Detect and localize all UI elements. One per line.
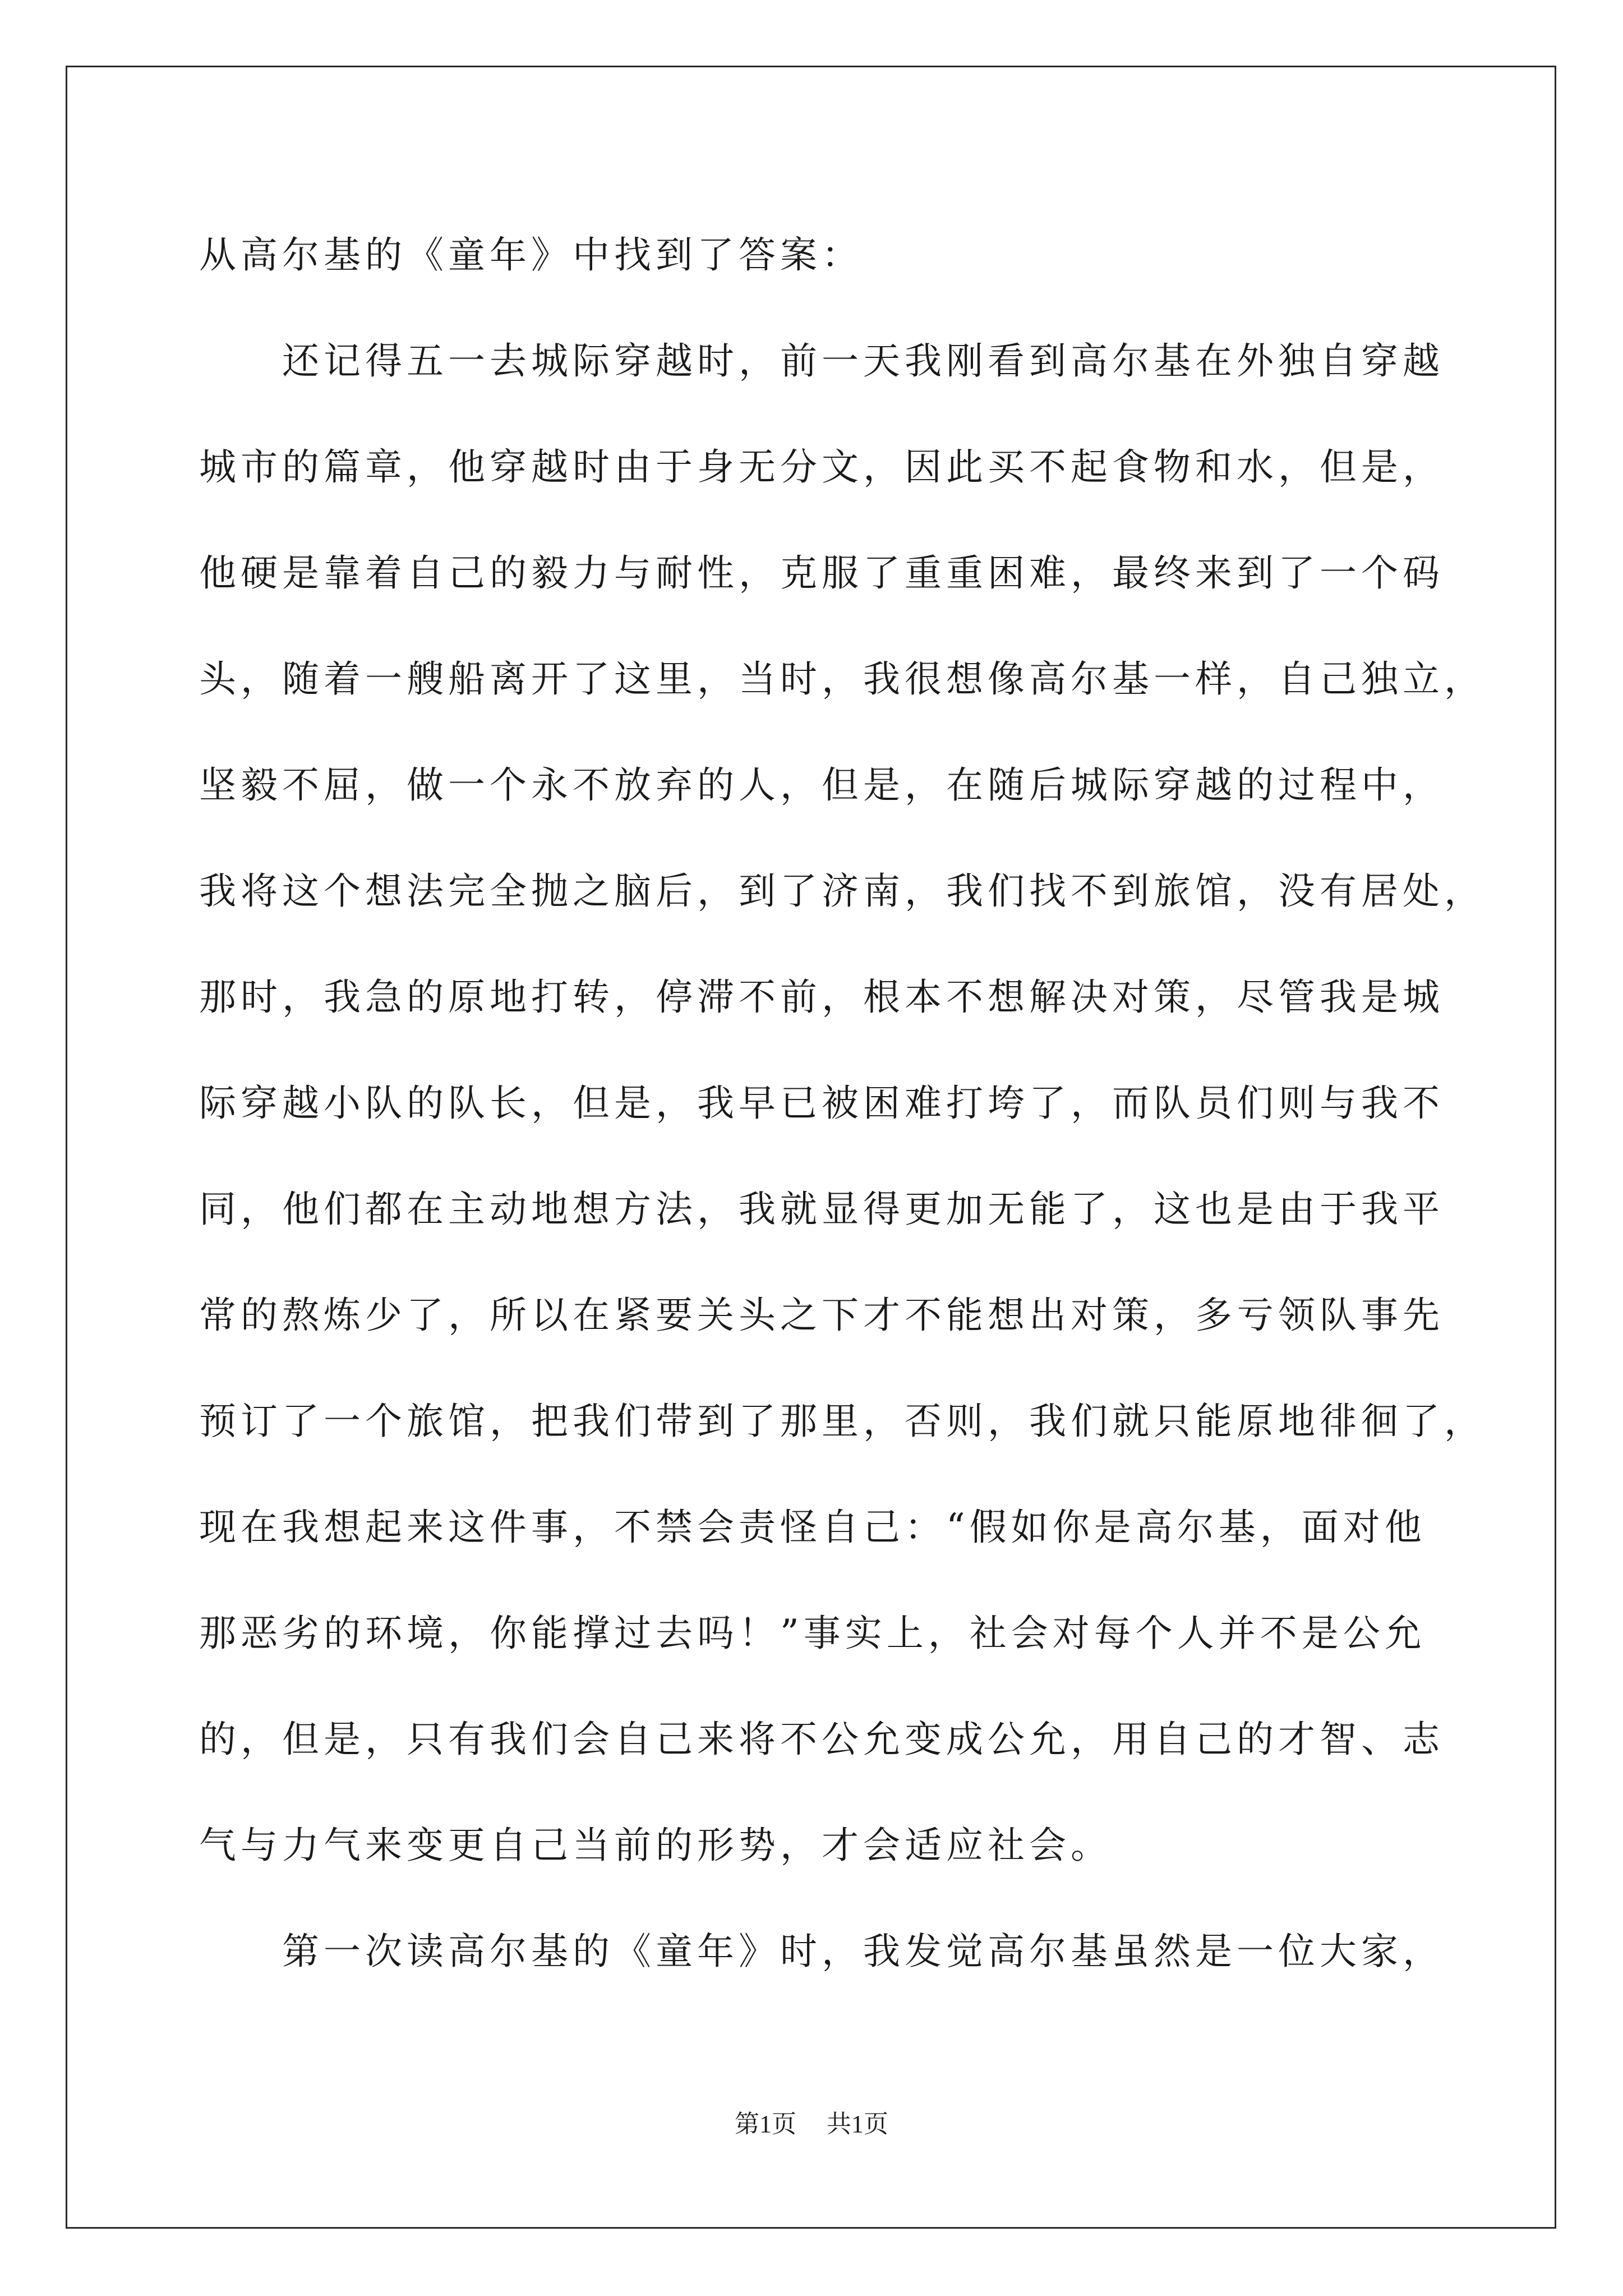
- text-line: 同，他们都在主动地想方法，我就显得更加无能了，这也是由于我平: [199, 1188, 1444, 1231]
- text-line: 的，但是，只有我们会自己来将不公允变成公允，用自己的才智、志: [199, 1718, 1444, 1761]
- text-line: 他硬是靠着自己的毅力与耐性，克服了重重困难，最终来到了一个码: [199, 551, 1444, 595]
- text-line: 那恶劣的环境，你能撑过去吗！”事实上，社会对每个人并不是公允: [199, 1612, 1426, 1655]
- text-line: 那时，我急的原地打转，停滞不前，根本不想解决对策，尽管我是城: [199, 976, 1444, 1019]
- page-footer: [0, 2104, 1623, 2139]
- text-line: 现在我想起来这件事，不禁会责怪自己：“假如你是高尔基，面对他: [199, 1506, 1426, 1549]
- text-line: 我将这个想法完全抛之脑后，到了济南，我们找不到旅馆，没有居处，: [199, 869, 1486, 913]
- text-line: 预订了一个旅馆，把我们带到了那里，否则，我们就只能原地徘徊了，: [199, 1400, 1486, 1443]
- page-number: 第1页: [735, 2110, 796, 2138]
- text-line: 气与力气来变更自己当前的形势，才会适应社会。: [199, 1824, 1112, 1867]
- text-line: 际穿越小队的队长，但是，我早已被困难打垮了，而队员们则与我不: [199, 1082, 1444, 1125]
- text-line: 坚毅不屈，做一个永不放弃的人，但是，在随后城际穿越的过程中，: [199, 763, 1444, 807]
- text-line: 还记得五一去城际穿越时，前一天我刚看到高尔基在外独自穿越: [282, 339, 1444, 383]
- text-line: 常的熬炼少了，所以在紧要关头之下才不能想出对策，多亏领队事先: [199, 1294, 1444, 1337]
- text-line: 从高尔基的《童年》中找到了答案：: [199, 233, 863, 277]
- page-total: 共1页: [827, 2110, 888, 2138]
- text-line: 城市的篇章，他穿越时由于身无分文，因此买不起食物和水，但是，: [199, 445, 1444, 489]
- document-body: [199, 219, 1486, 2021]
- text-line: 头，随着一艘船离开了这里，当时，我很想像高尔基一样，自己独立，: [199, 657, 1486, 701]
- text-line: 第一次读高尔基的《童年》时，我发觉高尔基虽然是一位大家，: [282, 1930, 1444, 1973]
